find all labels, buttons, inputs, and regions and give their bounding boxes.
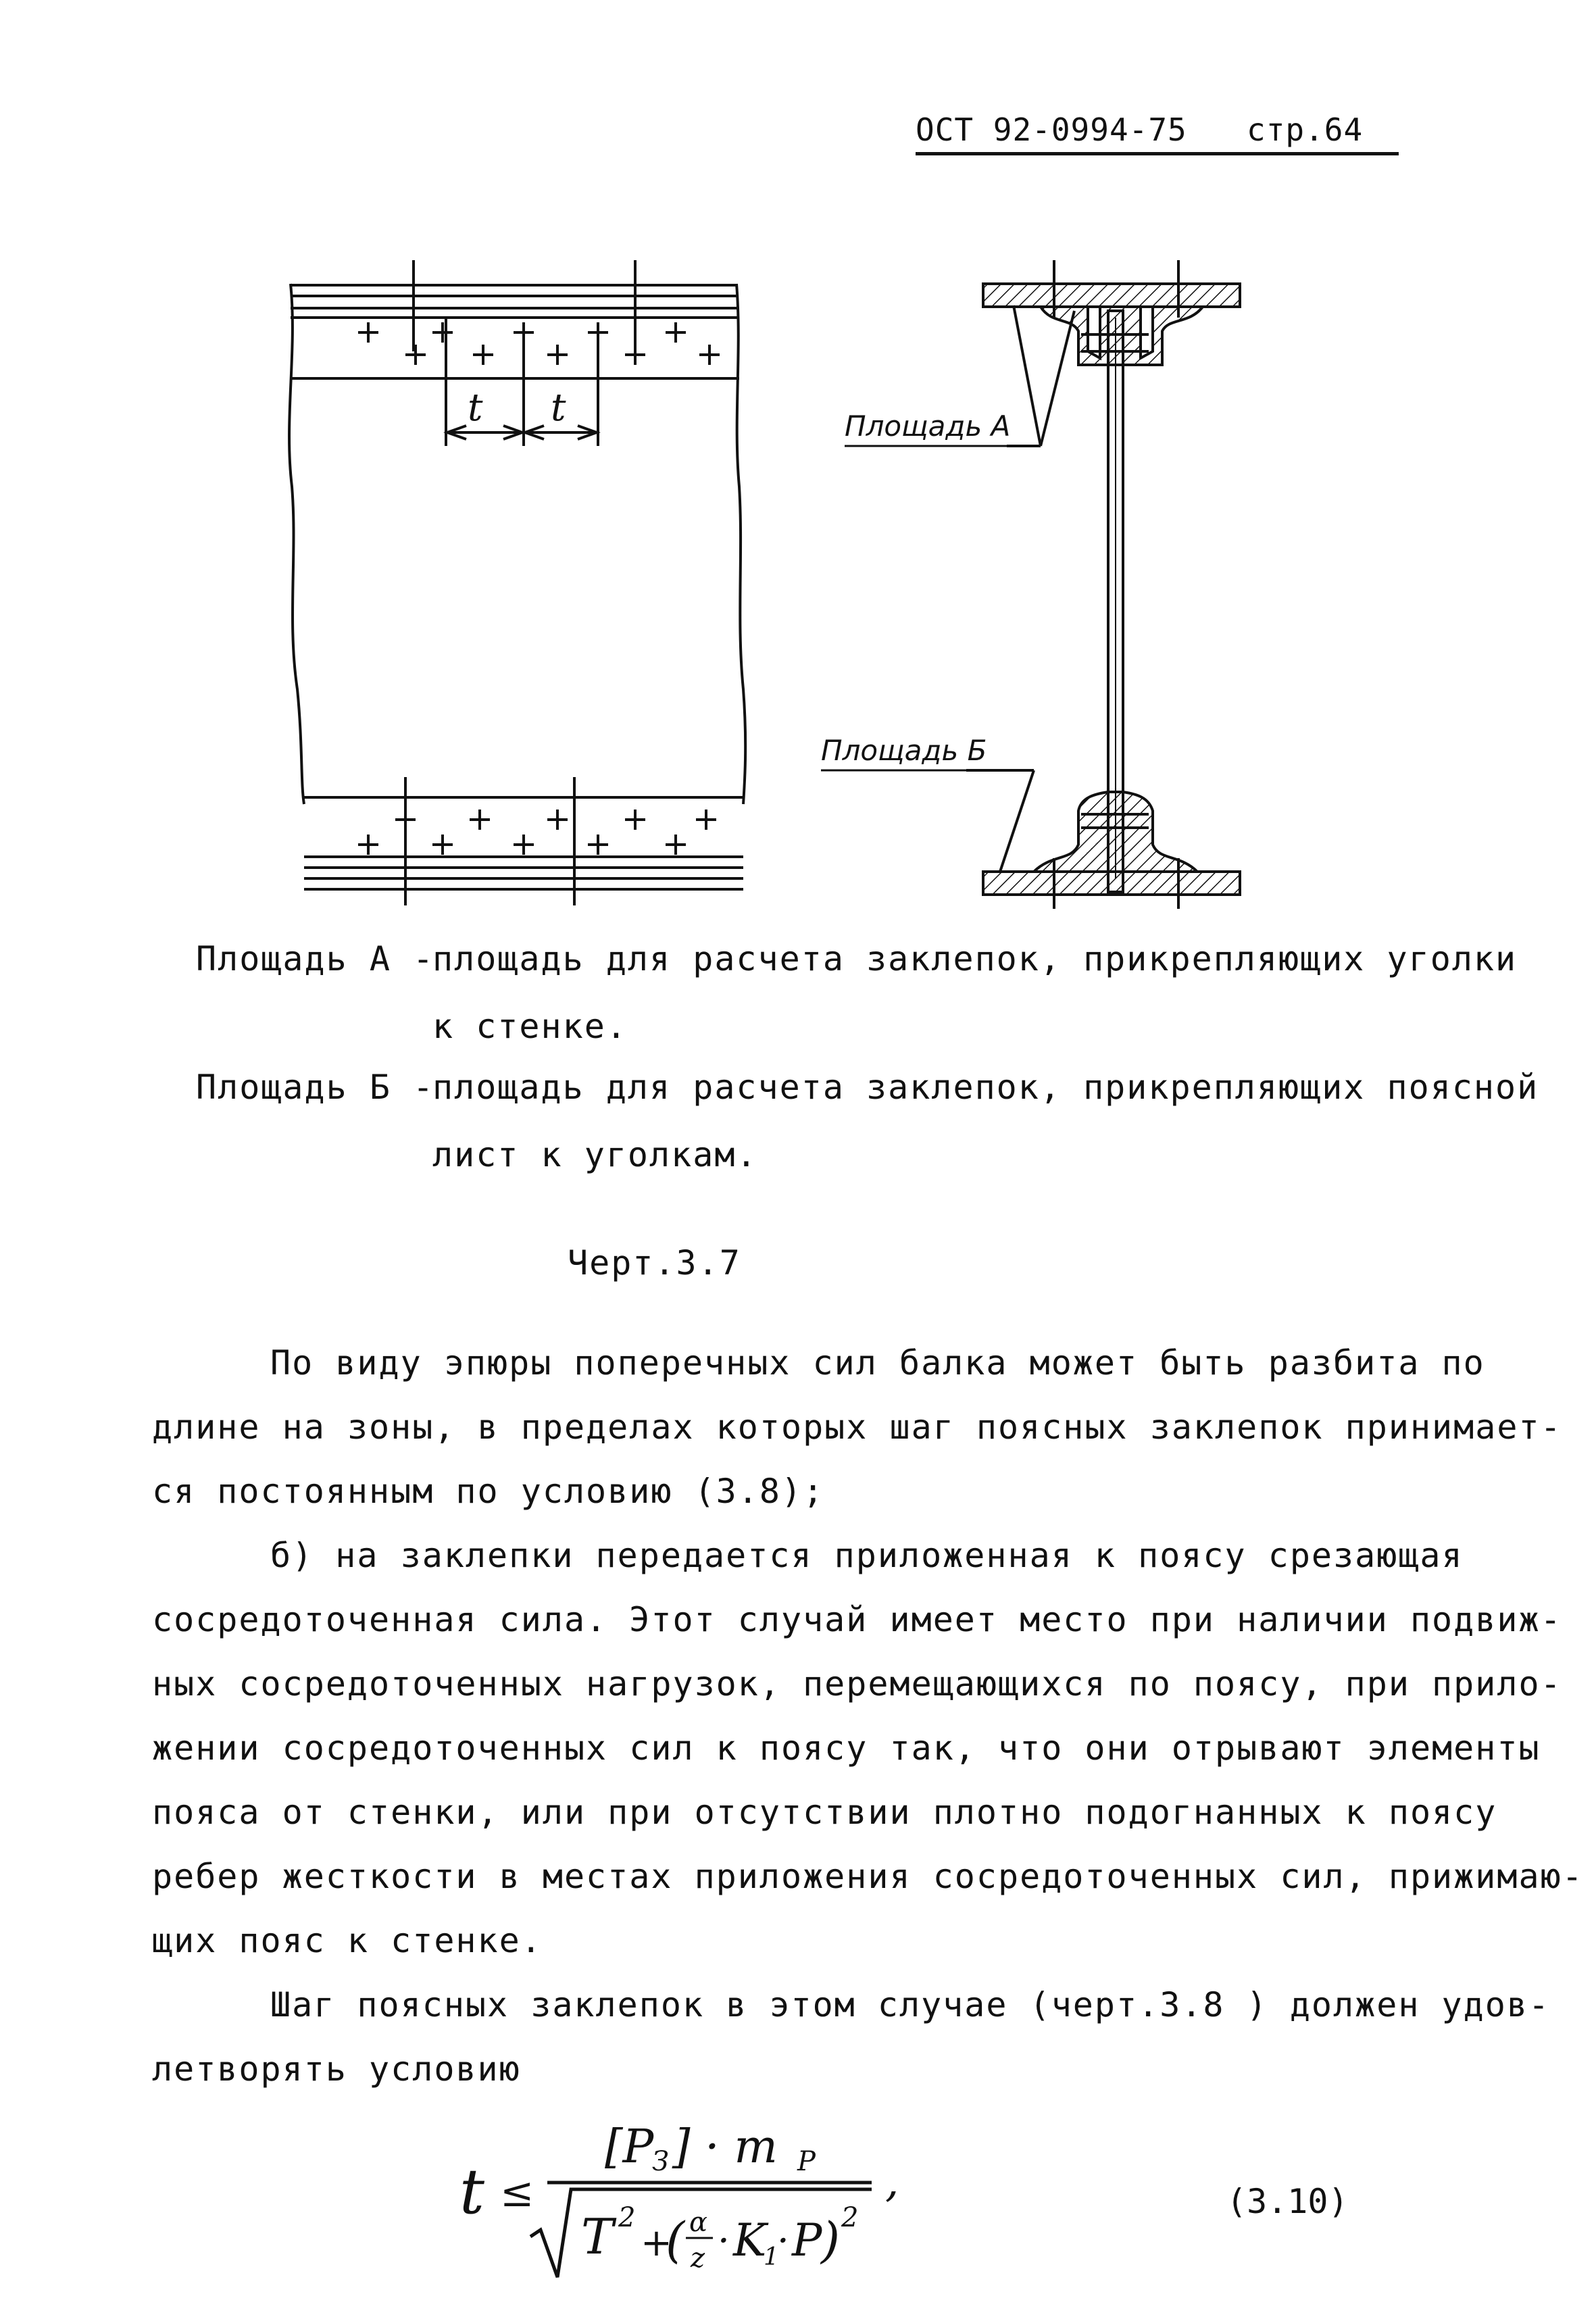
formula-numerator-sub: З [652,2146,669,2177]
paragraph-line: Шаг поясных заклепок в этом случае (черт.3.8 ) должен удов- [270,1985,1551,2024]
legend-b-line1: площадь для расчета заклепок, прикрепляющих поясной [432,1068,1539,1107]
paragraph-line: сосредоточенная сила. Этот случай имеет место при наличии подвиж- [152,1600,1562,1639]
legend-a-term: Площадь А - [196,939,435,978]
formula-den-dot2: · [777,2219,789,2263]
formula-den-dot1: · [718,2219,730,2263]
formula-den-exp: 2 [618,2202,636,2233]
legend-b-term: Площадь Б - [196,1068,435,1107]
paragraph-line: б) на заклепки передается приложенная к поясу срезающая [270,1536,1464,1575]
formula-den-exp2: 2 [841,2202,859,2233]
legend-b-line2: лист к уголкам. [432,1135,758,1174]
formula-den-K-sub: 1 [764,2243,779,2271]
formula-leq: ≤ [500,2169,534,2216]
dim-t-right: t [551,386,566,430]
formula-den-P: P [792,2214,822,2266]
paragraph-line: летворять условию [152,2049,521,2089]
figure-caption: Черт.3.7 [568,1243,741,1283]
paragraph-line: щих пояс к стенке. [152,1921,543,1960]
legend-a-line1: площадь для расчета заклепок, прикрепляющих уголки [432,939,1518,978]
formula-numerator-a: [P [605,2120,654,2174]
formula-numerator-b: ] · m [672,2120,778,2174]
formula-den-alpha: α [689,2207,708,2238]
label-area-a: Площадь А [845,409,1011,443]
formula-svg [0,2081,1596,2304]
formula-3-10 [0,2081,1596,2304]
paragraph-line: пояса от стенки, или при отсутствии плотно подогнанных к поясу [152,1793,1497,1832]
formula-numerator-sub2: P [797,2146,816,2177]
formula-den-T: T [581,2208,614,2265]
legend-a-line2: к стенке. [432,1007,628,1046]
formula-comma: , [885,2157,899,2207]
paragraph-line: жении сосредоточенных сил к поясу так, что они отрывают элементы [152,1728,1541,1768]
paragraph-line: ных сосредоточенных нагрузок, перемещающихся по поясу, при прило- [152,1664,1562,1703]
label-area-b: Площадь Б [821,734,987,767]
beam-right-break-line [737,284,745,804]
top-rivet-row [358,260,720,365]
beam-cross-section [966,260,1240,909]
beam-left-break-line [289,284,304,804]
page-number: стр.64 [1247,111,1364,148]
formula-den-z: z [691,2243,705,2274]
beam-drawing [0,0,1596,932]
paragraph-line: длине на зоны, в пределах которых шаг поясных заклепок принимает- [152,1408,1562,1447]
figure-3-7 [0,0,1596,932]
document-code: ОСТ 92-0994-75 [916,111,1187,148]
formula-number: (3.10) [1226,2182,1349,2221]
formula-den-paren-close: ) [821,2212,841,2268]
dim-t-left: t [468,386,483,430]
formula-den-paren-open: ( [666,2212,685,2268]
formula-den-K: K [733,2214,767,2266]
paragraph-line: По виду эпюры поперечных сил балка может быть разбита по [270,1343,1485,1383]
formula-den-plus: + [641,2221,672,2265]
paragraph-line: ся постоянным по условию (3.8); [152,1472,825,1511]
formula-lhs: t [459,2156,484,2228]
paragraph-line: ребер жесткости в местах приложения сосредоточенных сил, прижимаю- [152,1857,1584,1896]
